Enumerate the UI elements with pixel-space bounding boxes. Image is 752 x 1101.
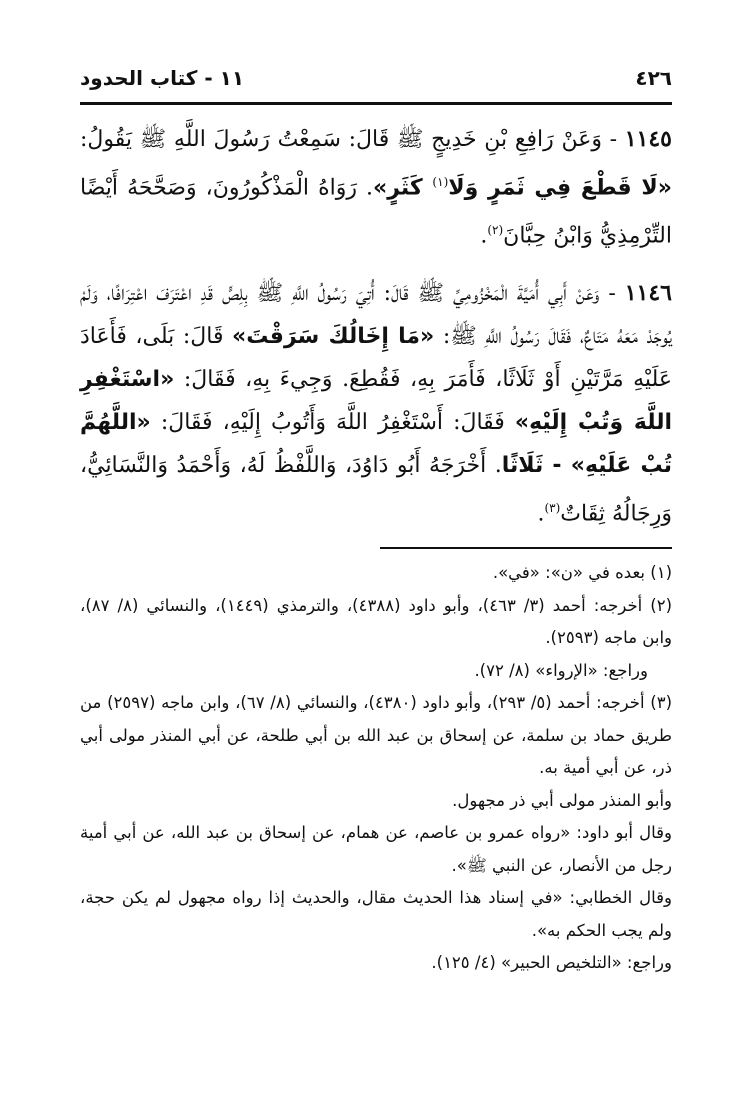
hadith-1145 (80, 118, 672, 258)
footnote-3-ref: وراجع: «التلخيص الحبير» (٤/ ١٢٥). (431, 953, 672, 972)
page-header (80, 58, 672, 98)
hadith-1146 (80, 272, 672, 535)
hadith-quote: كَثَرٍ» (373, 175, 433, 201)
hadith-quote: «مَا إِخَالُكَ سَرَقْتَ» (232, 323, 435, 349)
main-text (80, 118, 672, 549)
footnote-rule (380, 547, 672, 549)
hadith-text: . أَخْرَجَهُ أَبُو دَاوُدَ، وَاللَّفْظُ لَهُ، وَأَحْمَدُ وَالنَّسَائِيُّ، وَرِجَالُهُ ثِقَاتٌ (80, 452, 672, 526)
footnote-marker: (٢) (487, 223, 504, 238)
chapter-title: ١١ - كتاب الحدود (80, 66, 245, 90)
hadith-quote: «اللَّهُمَّ تُبْ عَلَيْهِ» - ثَلَاثًا (80, 409, 673, 478)
footnote-marker: (٣) (544, 500, 561, 515)
hadith-number: ١١٤٥ (624, 126, 672, 152)
hadith-text: . (537, 500, 545, 526)
footnote-marker: (١) (432, 175, 449, 189)
hadith-quote: «اسْتَغْفِرِ اللَّهَ وَتُبْ إِلَيْهِ» (80, 366, 672, 435)
footnote-1: (١) بعده في «ن»: «في». (492, 563, 672, 582)
footnote-3-note: وأبو المنذر مولى أبي ذر مجهول. (452, 790, 672, 810)
hadith-text: فَقَالَ: أَسْتَغْفِرُ اللَّهَ وَأَتُوبُ إِلَيْهِ، فَقَالَ: (150, 409, 515, 435)
hadith-text: . (480, 223, 488, 249)
header-rule (80, 102, 672, 105)
hadith-number: ١١٤٦ (624, 279, 672, 306)
hadith-text: . رَوَاهُ الْمَذْكُورُونَ، وَصَحَّحَهُ أَيْضًا التِّرْمِذِيُّ وَابْنُ حِبَّانَ (80, 175, 672, 249)
hadith-text: - وَعَنْ رَافِعِ بْنِ خَدِيجٍ ﷺ قَالَ: سَمِعْتُ رَسُولَ اللَّهِ ﷺ يَقُولُ: (80, 127, 625, 152)
footnotes (80, 557, 672, 980)
hadith-text: قَالَ: بَلَى، فَأَعَادَ عَلَيْهِ مَرَّتَيْنِ أَوْ ثَلَاثًا، فَأَمَرَ بِهِ، فَقُطِعَ. وَجِيءَ بِهِ، فَقَالَ: (80, 323, 672, 392)
footnote-3-quote: وقال أبو داود: «رواه عمرو بن عاصم، عن همام، عن إسحاق بن عبد الله، عن أبي أمية رجل من الأنصار، عن النبي ﷺ». (80, 823, 672, 875)
footnote-3: (٣) أخرجه: أحمد (٥/ ٢٩٣)، وأبو داود (٤٣٨٠)، والنسائي (٨/ ٦٧)، وابن ماجه (٢٥٩٧) من طريق حماد بن سلمة، عن إسحاق بن عبد الله بن أبي طلحة، عن أبي المنذر مولى أبي ذر، عن أبي أمية به. (80, 693, 672, 777)
footnote-2-ref: وراجع: «الإرواء» (٨/ ٧٢). (474, 660, 648, 680)
page-number: ٤٢٦ (635, 66, 672, 90)
footnote-3-khattabi: وقال الخطابي: «في إسناد هذا الحديث مقال، والحديث إذا رواه مجهول لم يكن حجة، ولم يجب الحكم به». (80, 888, 672, 940)
footnote-2: (٢) أخرجه: أحمد (٣/ ٤٦٣)، وأبو داود (٤٣٨٨)، والترمذي (١٤٤٩)، والنسائي (٨/ ٨٧)، وابن ماجه (٢٥٩٣). (80, 595, 672, 647)
hadith-text: - وَعَنْ أَبِي أُمَيَّةَ الْمَخْزُومِيِّ ﷺ قَالَ: أُتِيَ رَسُولُ اللَّهِ ﷺ بِلِصٍّ قَدِ اعْتَرَفَ اعْتِرَافًا، وَلَمْ يُوجَدْ مَعَهُ مَتَاعٌ، فَقَالَ رَسُولُ اللَّهِ ﷺ: (80, 280, 672, 349)
hadith-quote: «لَا قَطْعَ فِي ثَمَرٍ وَلَا (448, 175, 672, 201)
